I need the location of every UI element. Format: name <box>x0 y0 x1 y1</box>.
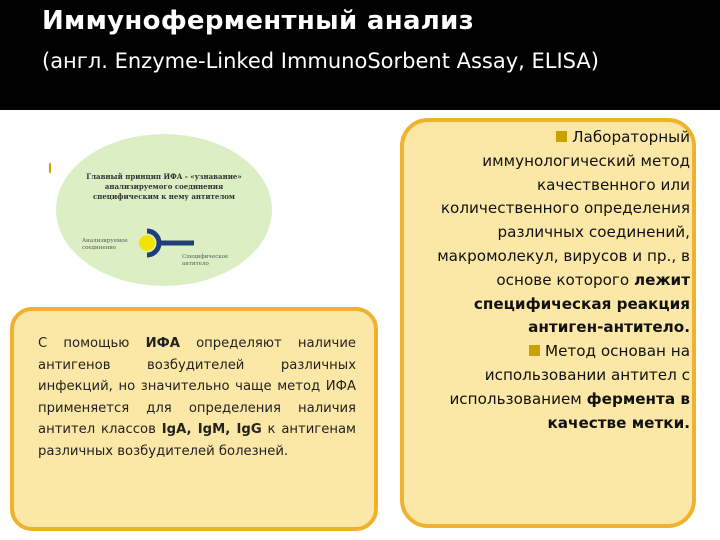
definition-item-2-emphasis: фермента в качестве метки. <box>547 389 690 432</box>
antibody-classes: IgA, IgM, IgG <box>161 422 262 438</box>
title-bar <box>0 0 720 110</box>
bullet-marker <box>49 163 51 173</box>
slide-subtitle: (англ. Enzyme-Linked ImmunoSorbent Assay, ELISA) <box>42 49 599 73</box>
description-part-3: к антигенам различных возбудителей болезней. <box>38 422 356 459</box>
analyte-circle <box>139 235 155 251</box>
antigen-antibody-diagram <box>82 218 232 278</box>
principle-text: Главный принцип ИФА - «узнавание» анализируемого соединения специфическим к нему антителом <box>86 172 242 201</box>
antibody-label: Специфическое антитело <box>182 254 229 267</box>
description-box <box>10 307 378 531</box>
definition-item-1-emphasis: лежит специфическая реакция антиген-антитело. <box>473 270 690 337</box>
ifa-term: ИФА <box>145 336 180 351</box>
slide-title: Иммуноферментный анализ <box>42 6 475 36</box>
definition-box <box>400 118 696 528</box>
definition-item-2: Метод основан на использовании антител с использованием <box>449 342 690 408</box>
description-text <box>38 333 356 463</box>
bullet-square-icon <box>556 131 567 142</box>
bullet-square-icon <box>529 345 540 356</box>
analyte-label: Анализируемое соединение <box>82 238 128 251</box>
description-part-2: определяют наличие антигенов возбудителей различных инфекций, но значительно чаще метод ИФА применяется для определения наличия антител классов <box>38 336 356 438</box>
definition-item-1: Лабораторный иммунологический метод качественного или количественного определения различных соединений, макромолекул, вирусов и пр., в основе которого <box>437 128 690 289</box>
description-part-1: С помощью <box>38 336 130 351</box>
definition-text <box>414 126 690 435</box>
